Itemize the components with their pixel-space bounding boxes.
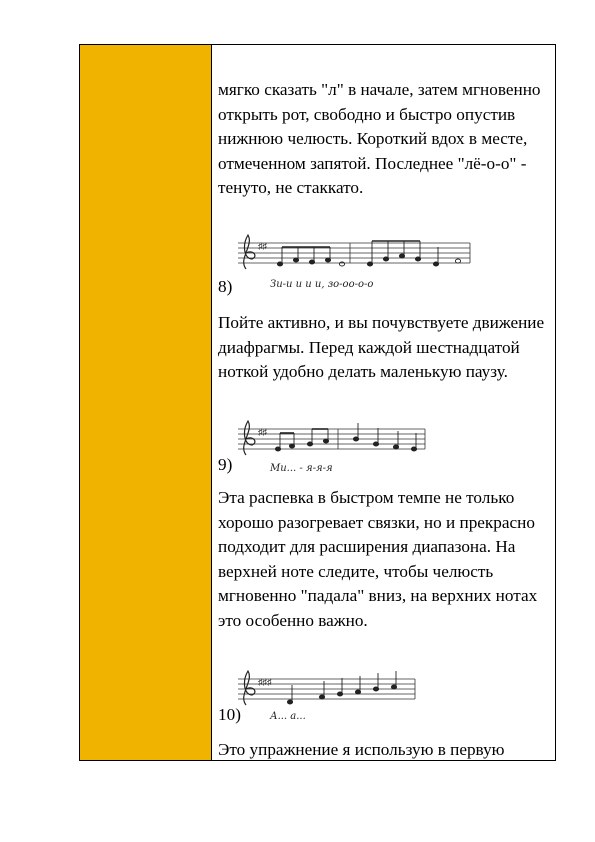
example-9-number: 9) [218,455,233,474]
layout-table [79,44,556,761]
example-10-number: 10) [218,705,241,724]
music-example-9 [230,417,430,475]
paragraph-4: Это упражнение я использую в первую [218,740,505,759]
example-8-number: 8) [218,277,233,296]
svg-text:♯♯: ♯♯ [258,427,267,437]
svg-text:♯♯: ♯♯ [258,241,267,251]
music-example-8 [230,229,475,293]
paragraph-1: мягко сказать "л" в начале, затем мгновенно открыть рот, свободно и быстро опустив нижнюю челюсть. Короткий вдох в месте, отмеченном запятой. Последнее "лё-о-о" - тенуто, не стаккато. [218,80,541,198]
music-example-10 [230,665,420,723]
example-10-lyrics: А... а... [270,711,306,722]
paragraph-3: Эта распевка в быстром темпе не только хорошо разогревает связки, но и прекрасно подходит для расширения диапазона. На верхней ноте следите, чтобы челюсть мгновенно "падала" вниз, на верхних нотах это особенно важно. [218,488,538,630]
text-column [212,45,555,760]
paragraph-2: Пойте активно, и вы почувствуете движение диафрагмы. Перед каждой шестнадцатой ноткой удобно делать маленькую паузу. [218,313,545,382]
example-9-lyrics: Ми... - я-я-я [270,463,333,474]
left-color-column [80,45,212,760]
svg-text:♯♯♯: ♯♯♯ [258,677,272,687]
example-8-lyrics: Зи-и и и и, зо-оо-о-о [270,279,374,290]
